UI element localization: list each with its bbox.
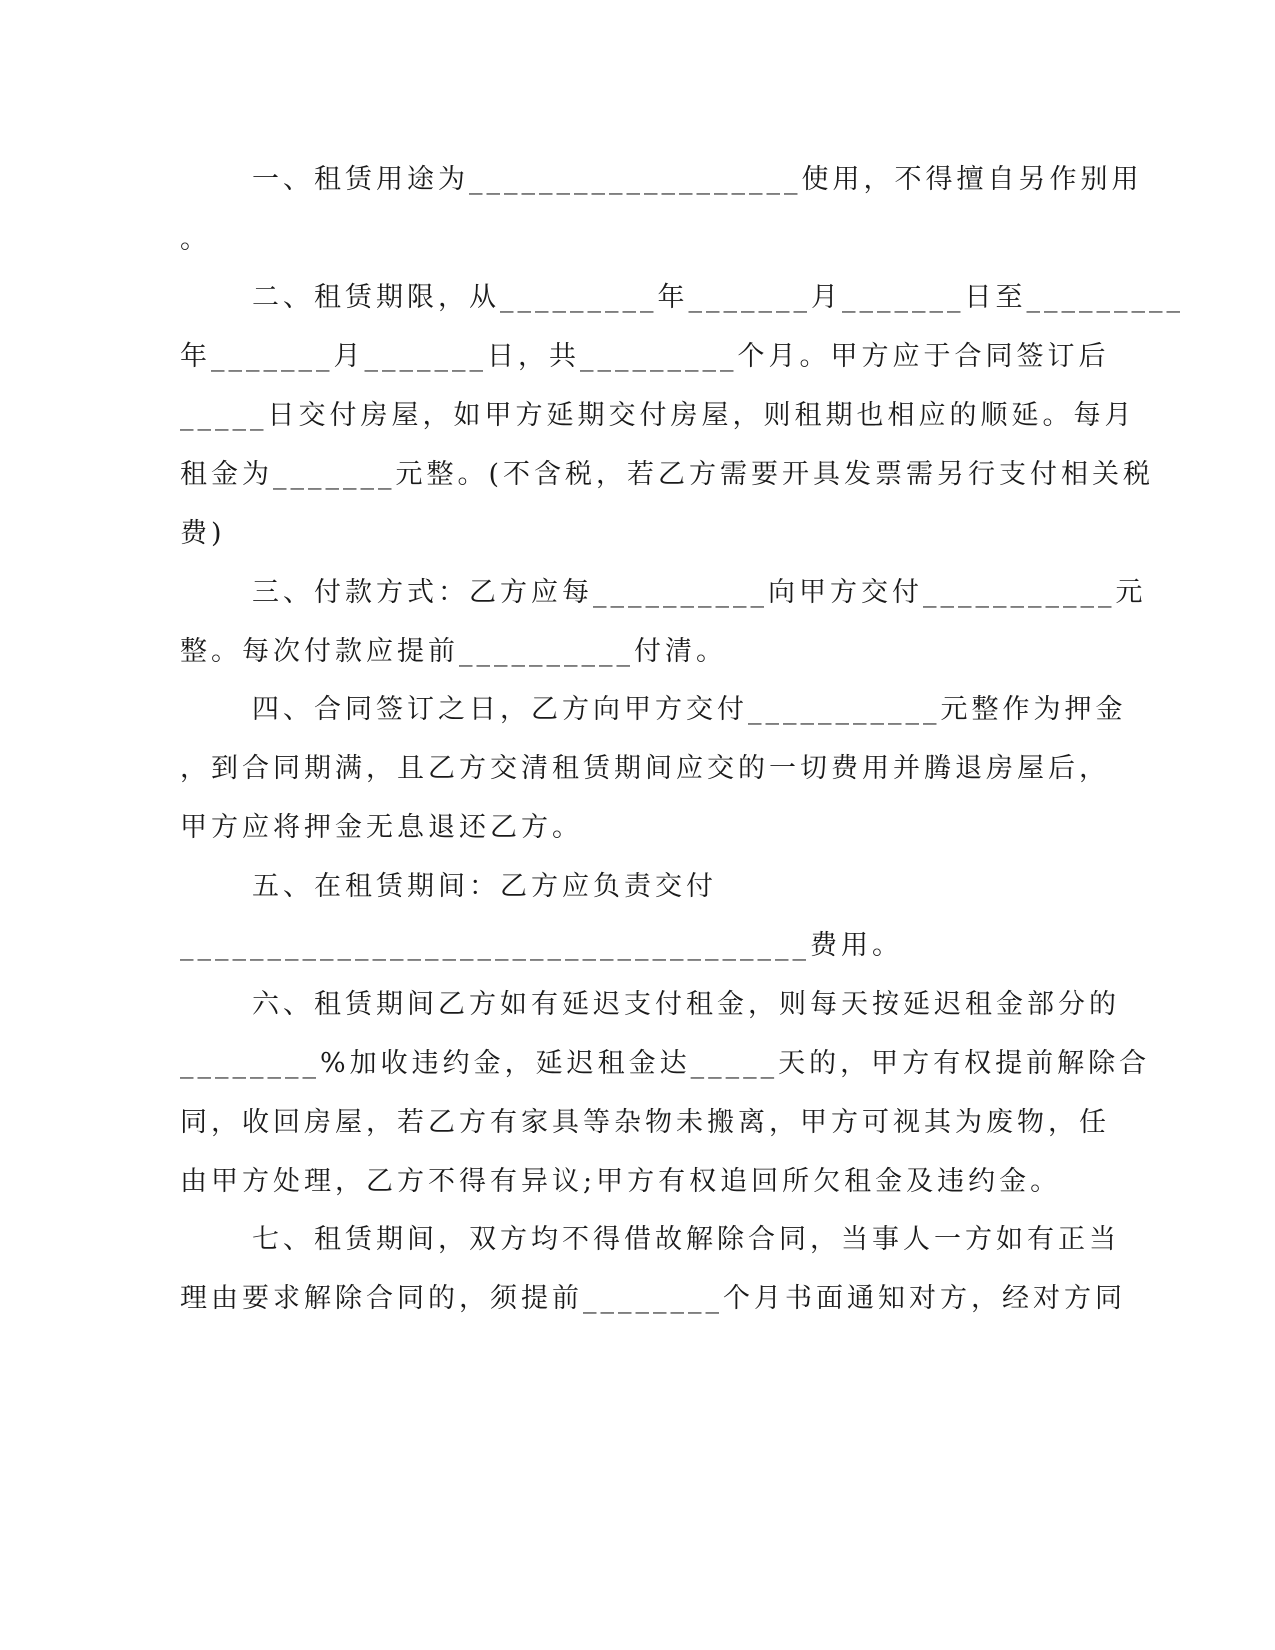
clause-7-line-2: 理由要求解除合同的，须提前________个月书面通知对方，经对方同 [180, 1283, 1126, 1314]
clause-1-line-1: 一、租赁用途为___________________使用，不得擅自另作别用 [252, 164, 1143, 195]
clause-4-line-3: 甲方应将押金无息退还乙方。 [180, 812, 583, 843]
clause-2-line-3: _____日交付房屋，如甲方延期交付房屋，则租期也相应的顺延。每月 [180, 400, 1136, 431]
clause-2-line-5: 费) [180, 518, 226, 549]
clause-4-line-1: 四、合同签订之日，乙方向甲方交付___________元整作为押金 [252, 694, 1127, 725]
clause-6-line-3: 同，收回房屋，若乙方有家具等杂物未搬离，甲方可视其为废物，任 [180, 1107, 1110, 1138]
clause-4-line-2: ，到合同期满，且乙方交清租赁期间应交的一切费用并腾退房屋后， [180, 753, 1110, 784]
clause-1-line-2: 。 [180, 224, 211, 255]
clause-2-line-1: 二、租赁期限，从_________年_______月_______日至_________ [252, 282, 1184, 313]
clause-6-line-2: ________%加收违约金，延迟租金达_____天的，甲方有权提前解除合 [180, 1048, 1151, 1079]
clause-2-line-2: 年_______月_______日，共_________个月。甲方应于合同签订后 [180, 341, 1110, 372]
clause-6-line-1: 六、租赁期间乙方如有延迟支付租金，则每天按延迟租金部分的 [252, 989, 1120, 1020]
clause-7-line-1: 七、租赁期间，双方均不得借故解除合同，当事人一方如有正当 [252, 1224, 1120, 1255]
clause-6-line-4: 由甲方处理，乙方不得有异议;甲方有权追回所欠租金及违约金。 [180, 1166, 1062, 1197]
clause-3-line-2: 整。每次付款应提前__________付清。 [180, 636, 727, 667]
clause-5-line-2: ____________________________________费用。 [180, 930, 903, 961]
clause-5-line-1: 五、在租赁期间：乙方应负责交付 [252, 871, 717, 902]
clause-3-line-1: 三、付款方式：乙方应每__________向甲方交付___________元 [252, 577, 1147, 608]
clause-2-line-4: 租金为_______元整。(不含税，若乙方需要开具发票需另行支付相关税 [180, 459, 1155, 490]
